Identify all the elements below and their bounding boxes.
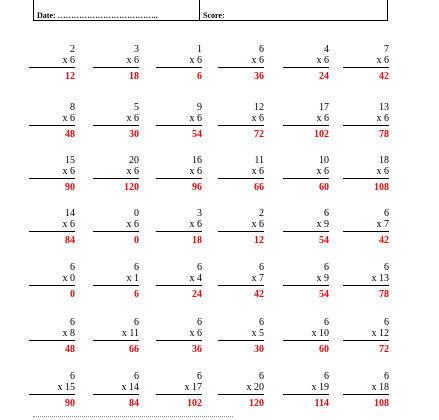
multiplicand: 3 xyxy=(134,44,139,55)
multiplier: x 13 xyxy=(371,273,389,284)
answer-rule xyxy=(218,125,264,126)
answer: 30 xyxy=(129,129,139,140)
multiplier: x 19 xyxy=(311,382,329,393)
multiplier: x 10 xyxy=(311,328,329,339)
multiplicand: 6 xyxy=(70,371,75,382)
problem xyxy=(156,371,202,409)
problem xyxy=(283,317,329,355)
answer-rule xyxy=(283,178,329,179)
answer-rule xyxy=(29,394,75,395)
problem xyxy=(343,371,389,409)
answer-rule xyxy=(343,125,389,126)
problem xyxy=(343,44,389,82)
answer-rule xyxy=(218,285,264,286)
answer-rule xyxy=(29,231,75,232)
answer-rule xyxy=(343,394,389,395)
answer-rule xyxy=(29,178,75,179)
multiplier: x 6 xyxy=(376,166,389,177)
multiplicand: 18 xyxy=(379,155,389,166)
multiplier: x 9 xyxy=(316,273,329,284)
answer-rule xyxy=(93,285,139,286)
problem xyxy=(283,208,329,246)
multiplier: x 6 xyxy=(251,219,264,230)
header-divider xyxy=(199,0,200,20)
multiplicand: 6 xyxy=(259,44,264,55)
multiplier: x 17 xyxy=(184,382,202,393)
answer: 30 xyxy=(254,344,264,355)
multiplier: x 8 xyxy=(62,328,75,339)
answer: 48 xyxy=(65,129,75,140)
answer: 24 xyxy=(319,71,329,82)
multiplicand: 15 xyxy=(65,155,75,166)
problem xyxy=(218,371,264,409)
multiplier: x 6 xyxy=(126,219,139,230)
problem xyxy=(283,262,329,300)
multiplier: x 4 xyxy=(189,273,202,284)
multiplier: x 6 xyxy=(316,113,329,124)
multiplicand: 12 xyxy=(254,102,264,113)
answer-rule xyxy=(218,340,264,341)
answer: 60 xyxy=(319,344,329,355)
problem xyxy=(218,44,264,82)
answer: 42 xyxy=(379,71,389,82)
multiplicand: 6 xyxy=(384,262,389,273)
answer: 12 xyxy=(254,235,264,246)
answer: 120 xyxy=(124,182,139,193)
multiplicand: 13 xyxy=(379,102,389,113)
answer: 96 xyxy=(192,182,202,193)
answer-rule xyxy=(156,125,202,126)
multiplicand: 11 xyxy=(254,155,264,166)
score-label: Score: xyxy=(203,11,225,20)
answer-rule xyxy=(93,340,139,341)
multiplier: x 6 xyxy=(126,55,139,66)
problem xyxy=(218,208,264,246)
multiplicand: 6 xyxy=(134,262,139,273)
worksheet-header xyxy=(33,0,388,21)
problem xyxy=(156,102,202,140)
answer-rule xyxy=(29,285,75,286)
answer: 54 xyxy=(319,235,329,246)
answer: 24 xyxy=(192,289,202,300)
answer: 108 xyxy=(374,182,389,193)
answer: 66 xyxy=(129,344,139,355)
answer: 90 xyxy=(65,182,75,193)
multiplicand: 6 xyxy=(384,317,389,328)
multiplicand: 6 xyxy=(384,208,389,219)
answer: 114 xyxy=(314,398,329,409)
problem xyxy=(93,371,139,409)
problem xyxy=(93,155,139,193)
problem xyxy=(218,155,264,193)
problem xyxy=(29,208,75,246)
answer-rule xyxy=(283,67,329,68)
answer: 6 xyxy=(197,71,202,82)
problem xyxy=(343,317,389,355)
multiplicand: 1 xyxy=(197,44,202,55)
footer-divider xyxy=(33,416,233,417)
multiplier: x 6 xyxy=(62,166,75,177)
problem xyxy=(218,102,264,140)
multiplier: x 6 xyxy=(189,328,202,339)
answer: 102 xyxy=(314,129,329,140)
problem xyxy=(93,262,139,300)
answer-rule xyxy=(283,231,329,232)
answer: 12 xyxy=(65,71,75,82)
problem xyxy=(93,208,139,246)
problem xyxy=(93,317,139,355)
problem xyxy=(283,44,329,82)
answer: 84 xyxy=(65,235,75,246)
problem xyxy=(156,44,202,82)
multiplier: x 6 xyxy=(126,166,139,177)
answer-rule xyxy=(29,67,75,68)
answer-rule xyxy=(93,394,139,395)
multiplicand: 2 xyxy=(70,44,75,55)
answer: 0 xyxy=(134,235,139,246)
answer-rule xyxy=(29,340,75,341)
problem xyxy=(343,208,389,246)
multiplier: x 20 xyxy=(246,382,264,393)
multiplier: x 14 xyxy=(121,382,139,393)
answer-rule xyxy=(283,394,329,395)
answer: 120 xyxy=(249,398,264,409)
date-label: Date: ……………………………….. xyxy=(37,11,158,20)
multiplicand: 6 xyxy=(134,371,139,382)
answer-rule xyxy=(343,340,389,341)
problem xyxy=(218,262,264,300)
problem xyxy=(29,371,75,409)
multiplier: x 6 xyxy=(316,55,329,66)
multiplicand: 6 xyxy=(197,371,202,382)
multiplicand: 6 xyxy=(134,317,139,328)
multiplicand: 6 xyxy=(70,262,75,273)
multiplier: x 15 xyxy=(57,382,75,393)
answer: 36 xyxy=(254,71,264,82)
multiplier: x 6 xyxy=(316,166,329,177)
multiplicand: 6 xyxy=(384,371,389,382)
answer-rule xyxy=(218,178,264,179)
multiplier: x 6 xyxy=(251,166,264,177)
answer-rule xyxy=(29,125,75,126)
multiplicand: 6 xyxy=(197,317,202,328)
multiplier: x 5 xyxy=(251,328,264,339)
multiplicand: 8 xyxy=(70,102,75,113)
problem xyxy=(218,317,264,355)
answer-rule xyxy=(343,67,389,68)
answer: 42 xyxy=(379,235,389,246)
multiplier: x 9 xyxy=(316,219,329,230)
answer-rule xyxy=(156,178,202,179)
answer-rule xyxy=(343,178,389,179)
problem xyxy=(156,155,202,193)
multiplier: x 6 xyxy=(189,219,202,230)
multiplicand: 6 xyxy=(324,208,329,219)
multiplicand: 5 xyxy=(134,102,139,113)
problem xyxy=(29,44,75,82)
problem xyxy=(29,155,75,193)
answer: 0 xyxy=(70,289,75,300)
problem xyxy=(29,317,75,355)
multiplicand: 6 xyxy=(324,262,329,273)
answer-rule xyxy=(93,231,139,232)
multiplier: x 11 xyxy=(121,328,139,339)
multiplier: x 0 xyxy=(62,273,75,284)
answer-rule xyxy=(93,67,139,68)
answer: 72 xyxy=(379,344,389,355)
answer-rule xyxy=(218,231,264,232)
answer: 60 xyxy=(319,182,329,193)
answer: 6 xyxy=(134,289,139,300)
multiplier: x 6 xyxy=(189,55,202,66)
answer-rule xyxy=(343,231,389,232)
multiplicand: 6 xyxy=(259,317,264,328)
multiplicand: 16 xyxy=(192,155,202,166)
answer-rule xyxy=(343,285,389,286)
answer: 90 xyxy=(65,398,75,409)
problem xyxy=(93,44,139,82)
multiplier: x 6 xyxy=(189,113,202,124)
answer: 54 xyxy=(192,129,202,140)
answer-rule xyxy=(93,178,139,179)
multiplier: x 6 xyxy=(62,113,75,124)
multiplicand: 20 xyxy=(129,155,139,166)
multiplicand: 6 xyxy=(324,371,329,382)
multiplicand: 14 xyxy=(65,208,75,219)
answer: 18 xyxy=(192,235,202,246)
problem xyxy=(29,102,75,140)
multiplicand: 6 xyxy=(324,317,329,328)
problem xyxy=(283,102,329,140)
multiplicand: 17 xyxy=(319,102,329,113)
problem xyxy=(156,317,202,355)
problem xyxy=(156,262,202,300)
problem xyxy=(29,262,75,300)
answer-rule xyxy=(283,285,329,286)
answer-rule xyxy=(156,394,202,395)
multiplicand: 9 xyxy=(197,102,202,113)
answer-rule xyxy=(283,340,329,341)
answer: 42 xyxy=(254,289,264,300)
problem xyxy=(283,371,329,409)
problem xyxy=(156,208,202,246)
multiplier: x 6 xyxy=(62,55,75,66)
multiplier: x 18 xyxy=(371,382,389,393)
multiplier: x 6 xyxy=(126,113,139,124)
answer-rule xyxy=(156,231,202,232)
answer-rule xyxy=(156,67,202,68)
multiplier: x 7 xyxy=(251,273,264,284)
answer: 102 xyxy=(187,398,202,409)
problem xyxy=(283,155,329,193)
multiplier: x 6 xyxy=(251,55,264,66)
answer: 108 xyxy=(374,398,389,409)
problem xyxy=(343,102,389,140)
answer: 18 xyxy=(129,71,139,82)
multiplier: x 6 xyxy=(376,113,389,124)
multiplicand: 6 xyxy=(70,317,75,328)
answer-rule xyxy=(218,394,264,395)
answer-rule xyxy=(218,67,264,68)
multiplicand: 7 xyxy=(384,44,389,55)
multiplicand: 3 xyxy=(197,208,202,219)
answer: 84 xyxy=(129,398,139,409)
multiplicand: 0 xyxy=(134,208,139,219)
multiplier: x 6 xyxy=(62,219,75,230)
answer-rule xyxy=(156,285,202,286)
answer-rule xyxy=(93,125,139,126)
answer: 66 xyxy=(254,182,264,193)
multiplier: x 6 xyxy=(251,113,264,124)
multiplicand: 10 xyxy=(319,155,329,166)
multiplier: x 6 xyxy=(376,55,389,66)
answer: 36 xyxy=(192,344,202,355)
problem xyxy=(93,102,139,140)
answer-rule xyxy=(156,340,202,341)
multiplicand: 4 xyxy=(324,44,329,55)
answer: 72 xyxy=(254,129,264,140)
answer: 78 xyxy=(379,129,389,140)
multiplier: x 1 xyxy=(126,273,139,284)
answer: 54 xyxy=(319,289,329,300)
multiplicand: 6 xyxy=(197,262,202,273)
answer: 48 xyxy=(65,344,75,355)
answer: 78 xyxy=(379,289,389,300)
problem xyxy=(343,155,389,193)
multiplicand: 6 xyxy=(259,371,264,382)
multiplier: x 7 xyxy=(376,219,389,230)
multiplier: x 12 xyxy=(371,328,389,339)
problem xyxy=(343,262,389,300)
multiplier: x 6 xyxy=(189,166,202,177)
multiplicand: 6 xyxy=(259,262,264,273)
answer-rule xyxy=(283,125,329,126)
multiplicand: 2 xyxy=(259,208,264,219)
